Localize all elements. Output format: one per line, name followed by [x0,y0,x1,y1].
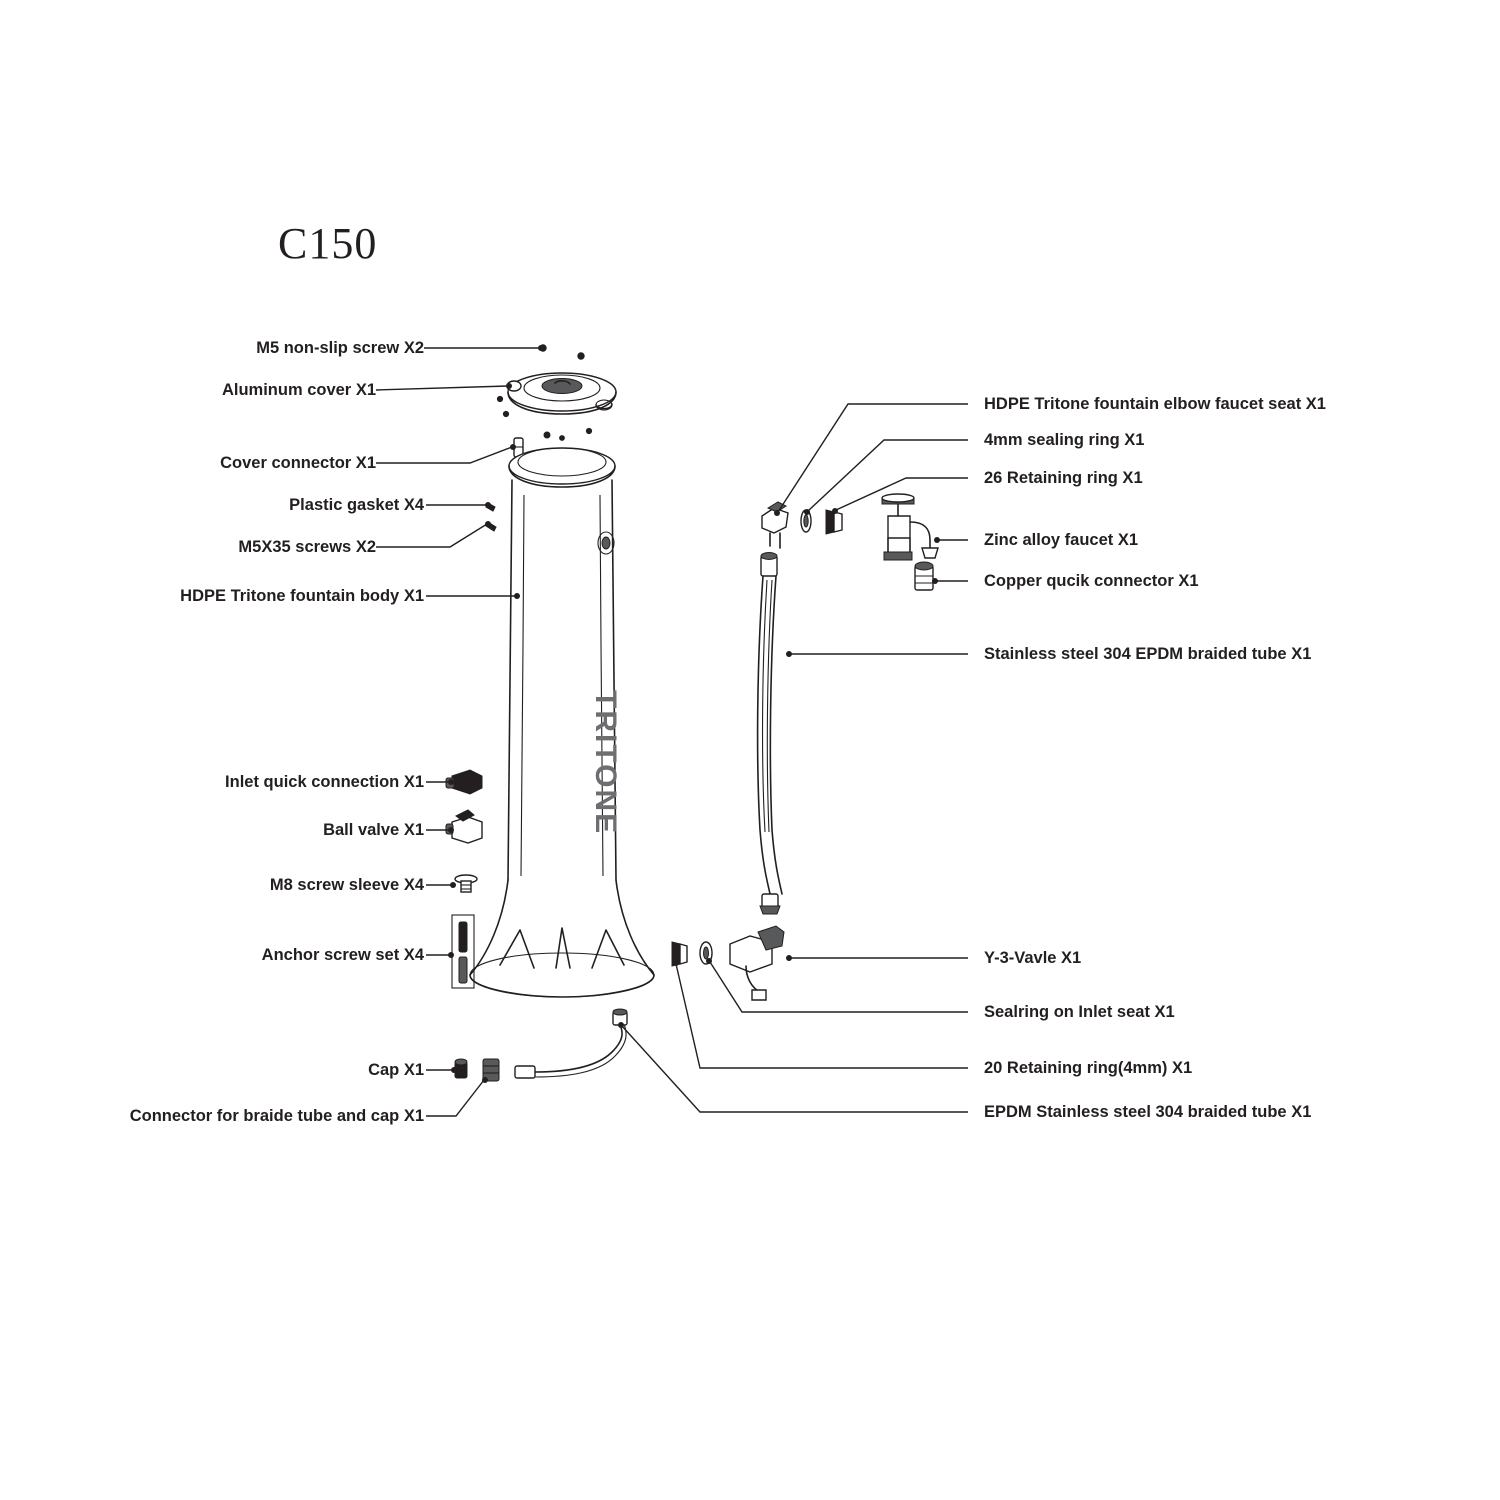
part-copper-quick-connector [915,562,933,590]
callout-stainless-braided-tube: Stainless steel 304 EPDM braided tube X1 [984,645,1312,663]
callout-m8-screw-sleeve: M8 screw sleeve X4 [269,876,424,894]
callout-connector-braide-tube-cap: Connector for braide tube and cap X1 [129,1107,424,1125]
leader-fountain-body [426,593,520,599]
callout-cover-connector: Cover connector X1 [220,454,376,472]
leader-stainless-braided-tube [786,651,968,657]
leader-m5x35-screws [376,521,491,547]
part-sealring-inlet-seat [700,942,712,964]
part-cover-connector [514,438,523,457]
leader-plastic-gasket [426,502,491,508]
leader-4mm-sealing-ring [804,440,968,515]
callout-sealring-inlet-seat: Sealring on Inlet seat X1 [984,1003,1175,1021]
part-connector-braide-tube-cap [483,1059,499,1081]
leader-m8-screw-sleeve [426,882,456,888]
callout-y3-valve: Y-3-Vavle X1 [984,949,1082,967]
callout-fountain-body: HDPE Tritone fountain body X1 [180,587,424,605]
part-plastic-gasket [486,503,495,511]
svg-text:TRITONE: TRITONE [589,690,622,836]
part-small-screws-cluster [497,396,591,440]
part-elbow-faucet-seat [762,502,788,548]
part-m8-screw-sleeve [455,875,477,892]
callout-m5x35-screws: M5X35 screws X2 [238,538,376,556]
leader-ball-valve [426,827,454,833]
part-fountain-body [470,448,654,997]
callout-20-retaining-ring: 20 Retaining ring(4mm) X1 [984,1059,1193,1077]
callout-copper-quick-connector: Copper qucik connector X1 [984,572,1199,590]
leader-connector-braide-tube-cap [426,1077,488,1116]
callout-m5-non-slip-screw: M5 non-slip screw X2 [256,339,424,357]
leader-zinc-alloy-faucet [934,537,968,543]
leader-20-retaining-ring [673,960,968,1068]
part-aluminum-cover [507,373,616,414]
part-anchor-screw-set [452,915,474,988]
callout-plastic-gasket: Plastic gasket X4 [289,496,424,514]
page-title: C150 [278,219,378,268]
leader-epdm-braided-tube [618,1022,968,1112]
callout-aluminum-cover: Aluminum cover X1 [221,381,376,399]
callout-4mm-sealing-ring: 4mm sealing ring X1 [984,431,1145,449]
leader-copper-quick-connector [932,578,968,584]
leader-elbow-faucet-seat [774,404,968,516]
callout-ball-valve: Ball valve X1 [323,821,424,839]
leader-aluminum-cover [376,383,512,390]
part-y3-valve [730,926,784,1000]
callout-inlet-quick-connection: Inlet quick connection X1 [225,773,424,791]
part-ball-valve [446,810,482,843]
leader-sealring-inlet-seat [706,958,968,1012]
part-inlet-quick-connection [446,770,482,794]
leader-cap [426,1067,457,1073]
leader-cover-connector [376,444,516,463]
part-m5x35-screw [486,522,496,531]
leader-anchor-screw-set [426,952,454,958]
part-upper-braided-tube [758,553,782,915]
callout-anchor-screw-set: Anchor screw set X4 [261,946,424,964]
callout-elbow-faucet-seat: HDPE Tritone fountain elbow faucet seat X1 [984,395,1326,413]
part-lower-braided-tube [515,1009,627,1078]
part-4mm-sealing-ring [801,510,811,532]
leader-m5-non-slip-screw [424,345,544,351]
part-zinc-alloy-faucet [882,494,938,560]
part-cap [455,1059,467,1078]
callout-epdm-braided-tube: EPDM Stainless steel 304 braided tube X1 [984,1103,1312,1121]
callout-cap: Cap X1 [368,1061,424,1079]
part-26-retaining-ring [826,510,842,534]
callout-zinc-alloy-faucet: Zinc alloy faucet X1 [984,531,1139,549]
part-20-retaining-ring [672,942,687,966]
leader-y3-valve [786,955,968,961]
callout-26-retaining-ring: 26 Retaining ring X1 [984,469,1143,487]
leader-26-retaining-ring [832,478,968,514]
part-m5-non-slip-screw [540,345,584,359]
leader-inlet-quick-connection [426,779,454,785]
